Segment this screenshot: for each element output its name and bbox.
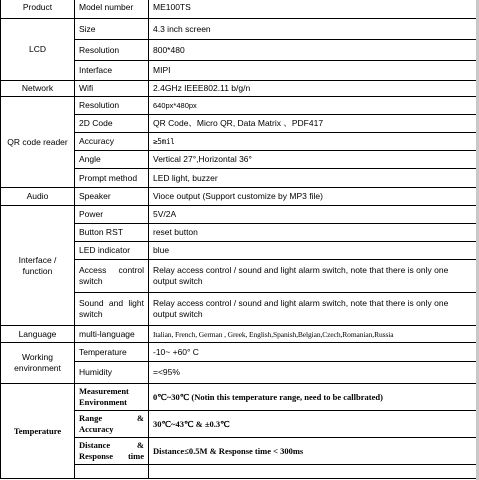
category-qr-code-reader: QR code reader <box>1 97 75 188</box>
spec-value: 5V/2A <box>149 206 477 224</box>
category-network: Network <box>1 81 75 97</box>
spec-label: 2D Code <box>75 115 149 133</box>
spec-label: Accuracy <box>75 133 149 151</box>
category-temperature: Temperature <box>1 384 75 479</box>
spec-value: 4.3 inch screen <box>149 19 477 40</box>
spec-value: 0℃~30℃ (Notin this temperature range, need to be callbrated) <box>149 384 477 411</box>
spec-label: Model number <box>75 0 149 19</box>
spec-value: blue <box>149 242 477 260</box>
spec-value: Relay access control / sound and light alarm switch, note that there is only one output switch <box>149 293 477 326</box>
spec-value: ME100TS <box>149 0 477 19</box>
category-audio: Audio <box>1 188 75 206</box>
spec-label: Wifi <box>75 81 149 97</box>
spec-label: Measurement Environment <box>75 384 149 411</box>
spec-value: MIPI <box>149 61 477 81</box>
spec-label: Interface <box>75 61 149 81</box>
spec-label: LED indicator <box>75 242 149 260</box>
spec-label: Distance & Response time <box>75 438 149 465</box>
category-lcd: LCD <box>1 19 75 81</box>
spec-value <box>149 465 477 479</box>
spec-value: Relay access control / sound and light alarm switch, note that there is only one output switch <box>149 260 477 293</box>
category-product: Product <box>1 0 75 19</box>
spec-value: 800*480 <box>149 40 477 61</box>
spec-label: Temperature <box>75 343 149 362</box>
spec-label: Sound and light switch <box>75 293 149 326</box>
spec-value: reset button <box>149 224 477 242</box>
spec-label: multi-language <box>75 326 149 343</box>
category-interface-function: Interface / function <box>1 206 75 326</box>
spec-value: Distance≤0.5M & Response time < 300ms <box>149 438 477 465</box>
spec-label: Speaker <box>75 188 149 206</box>
spec-value: LED light, buzzer <box>149 169 477 188</box>
spec-label: Size <box>75 19 149 40</box>
spec-value: 30℃~43℃ & ±0.3℃ <box>149 411 477 438</box>
category-working-environment: Working environment <box>1 343 75 384</box>
spec-value: QR Code、Micro QR, Data Matrix 、PDF417 <box>149 115 477 133</box>
spec-value: Italian, French, German , Greek, English,Spanish,Belgian,Czech,Romanian,Russia <box>149 326 477 343</box>
spec-label: Humidity <box>75 362 149 384</box>
spec-label: Angle <box>75 151 149 169</box>
spec-value: ≥5mil <box>149 133 477 151</box>
spec-value: 640px*480px <box>149 97 477 115</box>
spec-label: Resolution <box>75 97 149 115</box>
spec-label: Access control switch <box>75 260 149 293</box>
spec-value: =<95% <box>149 362 477 384</box>
spec-value: -10~ +60° C <box>149 343 477 362</box>
spec-label: Button RST <box>75 224 149 242</box>
spec-label: Range & Accuracy <box>75 411 149 438</box>
spec-label: Resolution <box>75 40 149 61</box>
spec-label: Prompt method <box>75 169 149 188</box>
category-language: Language <box>1 326 75 343</box>
spec-label <box>75 465 149 479</box>
spec-value: Vioce output (Support customize by MP3 file) <box>149 188 477 206</box>
spec-value: Vertical 27°,Horizontal 36° <box>149 151 477 169</box>
spec-label: Power <box>75 206 149 224</box>
spec-value: 2.4GHz IEEE802.11 b/g/n <box>149 81 477 97</box>
